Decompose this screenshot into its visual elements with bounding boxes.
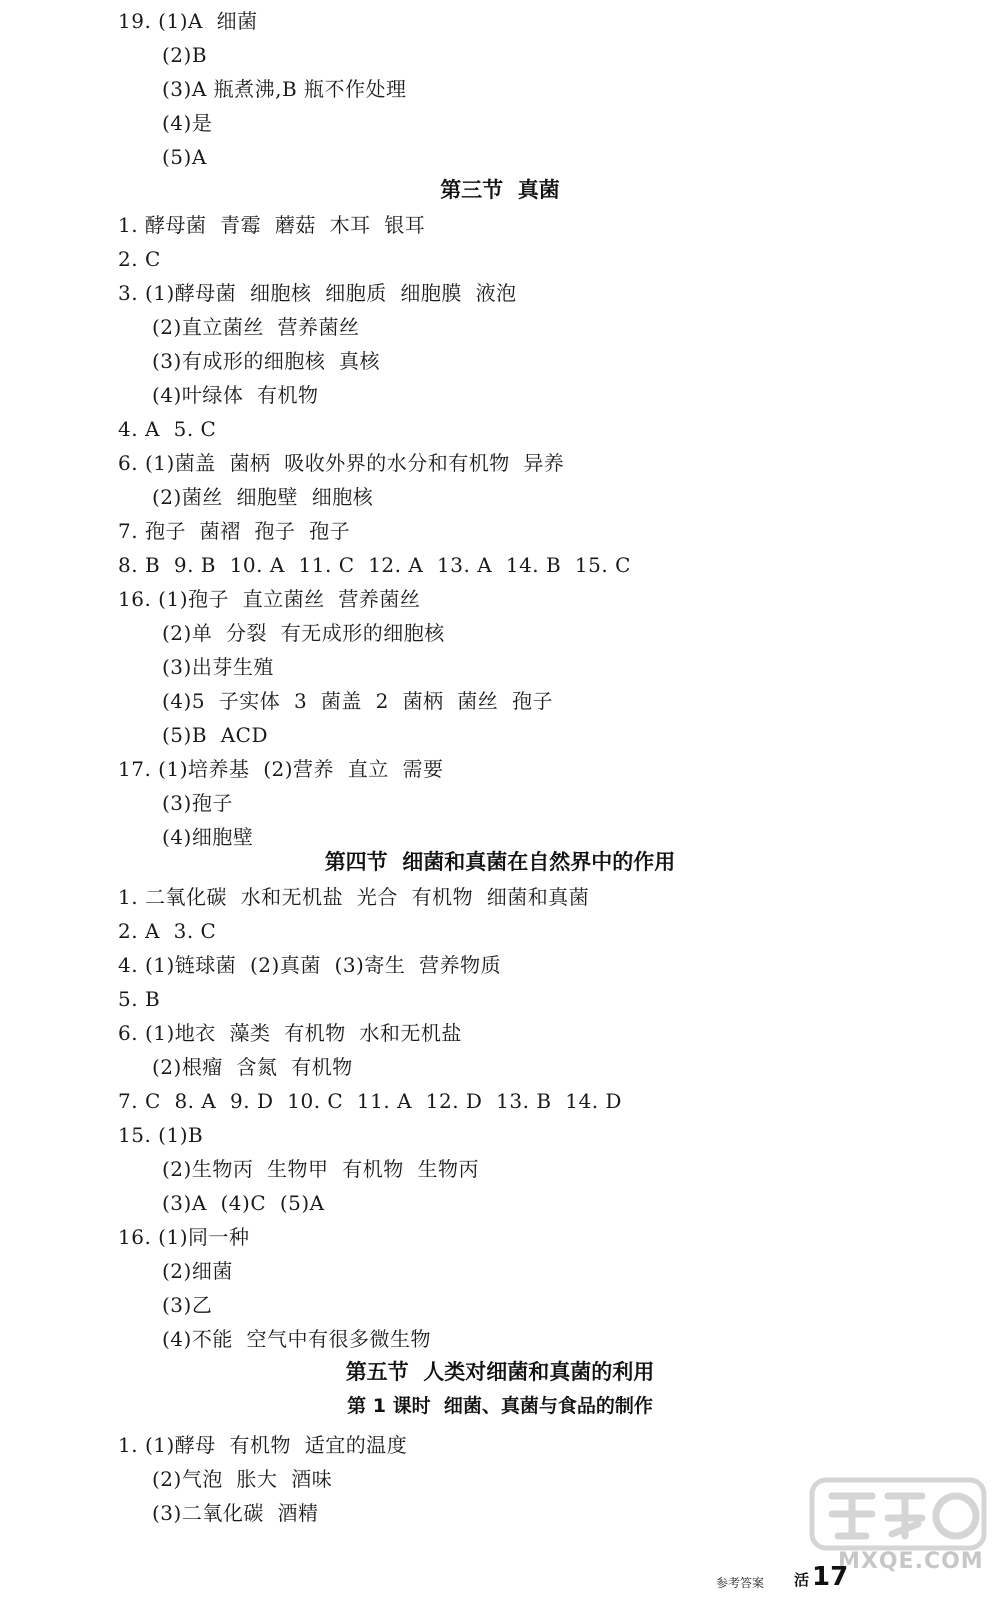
answer-line: 16. (1)同一种 [118, 1225, 250, 1249]
answer-line: (5)B ACD [162, 723, 269, 747]
answer-line: (4)5 子实体 3 菌盖 2 菌柄 菌丝 孢子 [162, 689, 554, 713]
answer-line: (2)细菌 [162, 1259, 233, 1283]
answer-line: (2)生物丙 生物甲 有机物 生物丙 [162, 1157, 479, 1181]
answer-line: (4)是 [162, 111, 213, 135]
page-number-value: 17 [812, 1562, 849, 1592]
answer-line: (2)菌丝 细胞壁 细胞核 [152, 485, 374, 509]
answer-line: 7. C 8. A 9. D 10. C 11. A 12. D 13. B 14. D [118, 1089, 622, 1113]
answer-line: (2)气泡 胀大 酒味 [152, 1467, 333, 1491]
page-prefix: 活 [794, 1571, 810, 1589]
answer-line: (4)细胞壁 [162, 825, 254, 849]
section-heading: 第四节 细菌和真菌在自然界中的作用 [324, 850, 676, 874]
answer-line: (3)出芽生殖 [162, 655, 274, 679]
watermark-logo-icon [808, 1474, 988, 1554]
section-heading: 第 1 课时 细菌、真菌与食品的制作 [347, 1395, 653, 1417]
answer-line: (3)有成形的细胞核 真核 [152, 349, 381, 373]
answer-line: 1. 二氧化碳 水和无机盐 光合 有机物 细菌和真菌 [118, 885, 590, 909]
answer-line: 17. (1)培养基 (2)营养 直立 需要 [118, 757, 444, 781]
answer-line: 6. (1)菌盖 菌柄 吸收外界的水分和有机物 异养 [118, 451, 565, 475]
answer-line: 19. (1)A 细菌 [118, 9, 258, 33]
answer-line: 8. B 9. B 10. A 11. C 12. A 13. A 14. B 15. C [118, 553, 631, 577]
answer-line: 4. (1)链球菌 (2)真菌 (3)寄生 营养物质 [118, 953, 502, 977]
answer-line: (2)直立菌丝 营养菌丝 [152, 315, 360, 339]
answer-line: (3)A 瓶煮沸,B 瓶不作处理 [162, 77, 407, 101]
answer-line: 2. A 3. C [118, 919, 217, 943]
answer-line: (5)A [162, 145, 207, 169]
answer-line: (2)B [162, 43, 208, 67]
answer-line: (3)乙 [162, 1293, 213, 1317]
answer-line: (4)叶绿体 有机物 [152, 383, 319, 407]
answer-line: (2)根瘤 含氮 有机物 [152, 1055, 353, 1079]
answer-line: 6. (1)地衣 藻类 有机物 水和无机盐 [118, 1021, 462, 1045]
answer-line: 7. 孢子 菌褶 孢子 孢子 [118, 519, 351, 543]
answer-line: 1. 酵母菌 青霉 蘑菇 木耳 银耳 [118, 213, 426, 237]
answer-line: (3)孢子 [162, 791, 233, 815]
answer-line: (3)A (4)C (5)A [162, 1191, 325, 1215]
answer-line: (3)二氧化碳 酒精 [152, 1501, 319, 1525]
answer-line: (4)不能 空气中有很多微生物 [162, 1327, 432, 1351]
footer-label: 参考答案 [716, 1576, 765, 1590]
page-number [794, 1562, 848, 1595]
section-heading: 第三节 真菌 [440, 178, 560, 202]
answer-line: (2)单 分裂 有无成形的细胞核 [162, 621, 445, 645]
answer-line: 15. (1)B [118, 1123, 204, 1147]
answer-line: 5. B [118, 987, 161, 1011]
answer-line: 2. C [118, 247, 161, 271]
answer-line: 1. (1)酵母 有机物 适宜的温度 [118, 1433, 408, 1457]
answer-line: 16. (1)孢子 直立菌丝 营养菌丝 [118, 587, 421, 611]
section-heading: 第五节 人类对细菌和真菌的利用 [345, 1360, 655, 1384]
watermark-text: MXQE.COM [838, 1549, 984, 1574]
answer-line: 3. (1)酵母菌 细胞核 细胞质 细胞膜 液泡 [118, 281, 517, 305]
answer-line: 4. A 5. C [118, 417, 217, 441]
